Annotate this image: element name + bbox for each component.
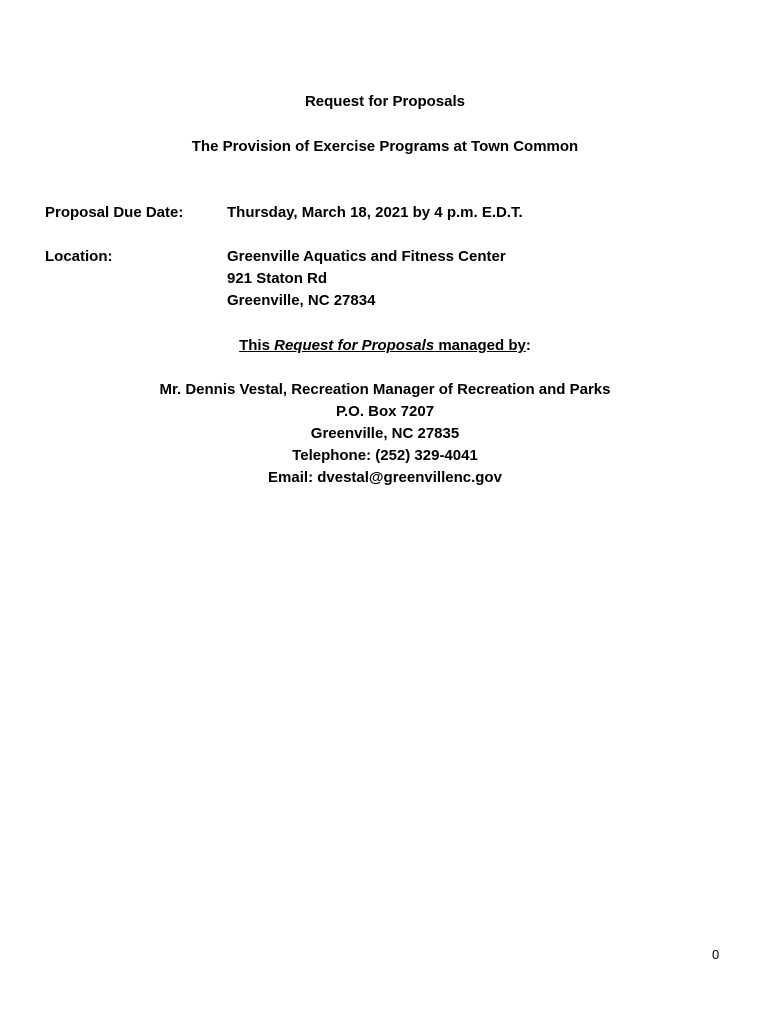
location-address	[227, 246, 506, 312]
page-number: 0	[712, 947, 720, 962]
document-title: Request for Proposals	[304, 93, 466, 110]
document-subtitle: The Provision of Exercise Programs at Town Common	[191, 138, 579, 155]
contact-email: Email: dvestal@greenvillenc.gov	[268, 469, 502, 486]
managed-by-middle: managed by	[434, 337, 526, 354]
contact-telephone: Telephone: (252) 329-4041	[292, 447, 478, 464]
contact-block	[0, 379, 770, 489]
due-date-label: Proposal Due Date:	[45, 204, 184, 221]
contact-name: Mr. Dennis Vestal, Recreation Manager of Recreation and Parks	[159, 381, 611, 398]
managed-by-suffix: :	[525, 337, 531, 354]
contact-city: Greenville, NC 27835	[310, 425, 460, 442]
location-label: Location:	[45, 248, 113, 265]
contact-po-box: P.O. Box 7207	[335, 403, 435, 420]
managed-by-prefix: This	[239, 337, 275, 354]
location-line-facility: Greenville Aquatics and Fitness Center	[227, 248, 506, 265]
managed-by-line	[0, 335, 770, 357]
due-date-value: Thursday, March 18, 2021 by 4 p.m. E.D.T.	[227, 204, 523, 221]
managed-by-italic: Request for Proposals	[274, 337, 435, 354]
location-line-city: Greenville, NC 27834	[227, 292, 376, 309]
location-line-street: 921 Staton Rd	[227, 270, 328, 287]
